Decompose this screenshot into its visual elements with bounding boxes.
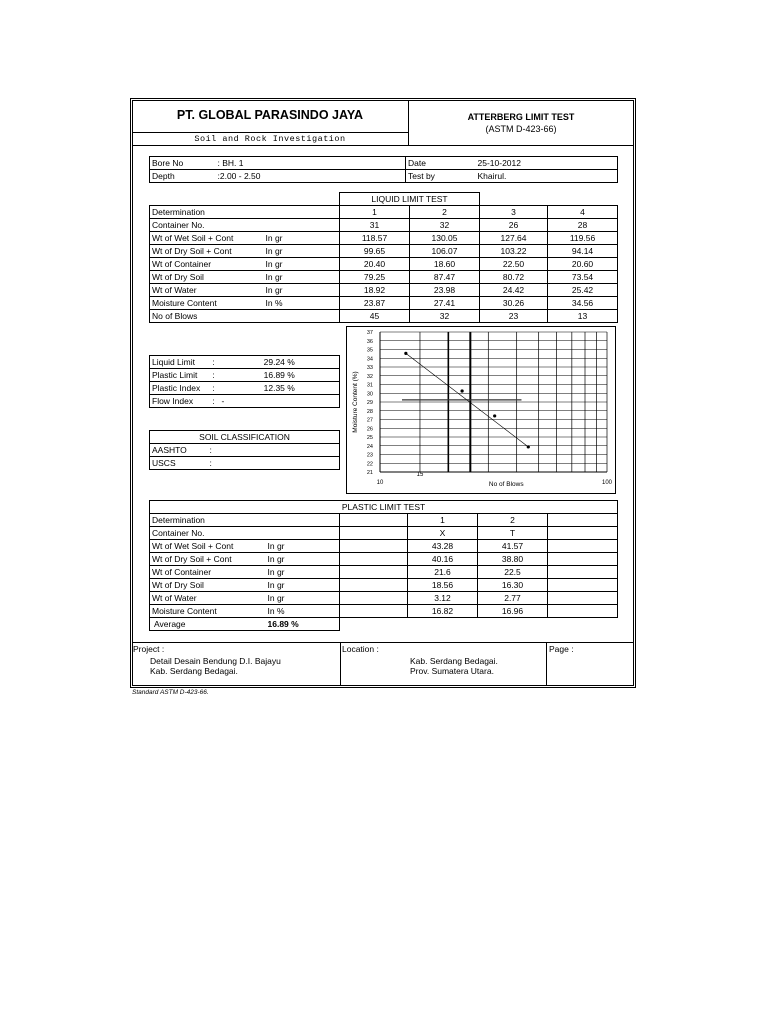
row-unit — [264, 219, 340, 232]
average-label: Average — [150, 618, 266, 631]
bore-no-value: : BH. 1 — [216, 157, 406, 170]
cell-value: 32 — [410, 219, 480, 232]
index-row — [150, 369, 340, 382]
cell-empty — [548, 540, 618, 553]
row-label: Wt of Water — [150, 592, 266, 605]
cell-empty — [340, 592, 408, 605]
cell-value: 28 — [548, 219, 618, 232]
row-unit: In gr — [266, 579, 340, 592]
cell-value: 1 — [408, 514, 478, 527]
x-tick-label: 15 — [416, 472, 424, 478]
cell-value: 16.96 — [478, 605, 548, 618]
row-unit — [264, 310, 340, 323]
data-point — [527, 445, 530, 448]
cell-value: 2 — [478, 514, 548, 527]
plastic-limit-row — [150, 514, 618, 527]
index-value: 12.35 % — [220, 382, 340, 395]
cell-value: 27.41 — [410, 297, 480, 310]
row-unit: In gr — [264, 271, 340, 284]
x-tick-label: 10 — [376, 480, 384, 486]
cell-value: 24.42 — [480, 284, 548, 297]
x-axis-label: No of Blows — [488, 481, 524, 488]
plastic-limit-row — [150, 566, 618, 579]
cell-value: 119.56 — [548, 232, 618, 245]
cell-value: 3 — [480, 206, 548, 219]
date-label: Date — [406, 157, 476, 170]
cell-empty — [340, 540, 408, 553]
cell-empty — [340, 527, 408, 540]
cell-value: 79.25 — [340, 271, 410, 284]
y-tick-label: 36 — [366, 338, 373, 345]
row-unit — [266, 514, 340, 527]
plastic-limit-row — [150, 540, 618, 553]
cell-value: 18.92 — [340, 284, 410, 297]
cell-value: 18.60 — [410, 258, 480, 271]
cell-value: 26 — [480, 219, 548, 232]
header-sub-rule — [132, 132, 408, 133]
page-label: Page : — [549, 644, 574, 654]
row-unit: In gr — [266, 592, 340, 605]
cell-value: 103.22 — [480, 245, 548, 258]
liquid-limit-row — [150, 232, 618, 245]
project-label: Project : — [133, 644, 165, 654]
index-value: 29.24 % — [220, 356, 340, 369]
cell-value: 22.5 — [478, 566, 548, 579]
index-table — [149, 355, 340, 408]
cell-value: X — [408, 527, 478, 540]
header-bottom-rule — [132, 145, 634, 146]
row-unit: In gr — [264, 232, 340, 245]
row-label: Moisture Content — [150, 297, 264, 310]
cell-value: 32 — [410, 310, 480, 323]
footer-divider-2 — [546, 642, 547, 686]
classification-value: : — [208, 444, 340, 457]
index-label: Flow Index — [150, 395, 208, 408]
y-tick-label: 29 — [366, 400, 373, 406]
row-unit: In gr — [264, 245, 340, 258]
classification-label: USCS — [150, 457, 208, 470]
cell-value: 23.98 — [410, 284, 480, 297]
test-title: ATTERBERG LIMIT TEST — [467, 112, 575, 122]
row-label: Wt of Wet Soil + Cont — [150, 540, 266, 553]
company-subtitle: Soil and Rock Investigation — [194, 134, 346, 144]
y-tick-label: 27 — [366, 417, 373, 424]
liquid-limit-row — [150, 219, 618, 232]
project-line-1: Detail Desain Bendung D.I. Bajayu — [150, 656, 281, 666]
cell-value: 40.16 — [408, 553, 478, 566]
cell-empty — [548, 566, 618, 579]
index-separator: : — [208, 382, 220, 395]
index-label: Plastic Index — [150, 382, 208, 395]
index-label: Plastic Limit — [150, 369, 208, 382]
cell-empty — [340, 579, 408, 592]
y-tick-label: 25 — [366, 435, 373, 441]
cell-value: 20.60 — [548, 258, 618, 271]
row-label: Wt of Container — [150, 258, 264, 271]
footer-top-rule — [132, 642, 634, 643]
depth-label: Depth — [150, 170, 216, 183]
cell-value: 2 — [410, 206, 480, 219]
sample-info-table — [149, 156, 618, 183]
y-tick-label: 35 — [366, 347, 373, 354]
cell-value: 31 — [340, 219, 410, 232]
cell-blank — [478, 618, 548, 631]
row-label: Wt of Dry Soil + Cont — [150, 553, 266, 566]
row-label: Wt of Water — [150, 284, 264, 297]
cell-value: 23 — [480, 310, 548, 323]
plastic-limit-row — [150, 553, 618, 566]
cell-value: 18.56 — [408, 579, 478, 592]
cell-value: 30.26 — [480, 297, 548, 310]
row-unit: In gr — [266, 553, 340, 566]
y-tick-label: 26 — [366, 426, 373, 433]
row-label: Wt of Dry Soil + Cont — [150, 245, 264, 258]
data-point — [461, 389, 464, 392]
cell-value: 99.65 — [340, 245, 410, 258]
cell-value: 94.14 — [548, 245, 618, 258]
cell-value: 23.87 — [340, 297, 410, 310]
chart-border — [347, 327, 616, 494]
cell-value: 38.80 — [478, 553, 548, 566]
average-value: 16.89 % — [266, 618, 340, 631]
row-unit: In % — [266, 605, 340, 618]
cell-value: 41.57 — [478, 540, 548, 553]
cell-value: 25.42 — [548, 284, 618, 297]
liquid-limit-title: LIQUID LIMIT TEST — [340, 193, 480, 206]
cell-value: 3.12 — [408, 592, 478, 605]
cell-value: 4 — [548, 206, 618, 219]
cell-empty — [548, 579, 618, 592]
cell-blank — [408, 618, 478, 631]
data-point — [404, 352, 407, 355]
cell-value: 1 — [340, 206, 410, 219]
y-tick-label: 28 — [366, 408, 373, 415]
plastic-limit-row — [150, 605, 618, 618]
cell-value: 118.57 — [340, 232, 410, 245]
cell-value: 43.28 — [408, 540, 478, 553]
classification-row — [150, 444, 340, 457]
standard-note: Standard ASTM D-423-66. — [132, 689, 209, 696]
row-unit: In gr — [266, 540, 340, 553]
cell-empty — [548, 527, 618, 540]
index-row — [150, 395, 340, 408]
date-value: 25-10-2012 — [476, 157, 618, 170]
cell-value: 45 — [340, 310, 410, 323]
index-separator: : — [208, 395, 220, 408]
cell-empty — [340, 605, 408, 618]
index-label: Liquid Limit — [150, 356, 208, 369]
row-label: No of Blows — [150, 310, 264, 323]
classification-value: : — [208, 457, 340, 470]
liquid-limit-row — [150, 297, 618, 310]
cell-value: 106.07 — [410, 245, 480, 258]
index-separator: : — [208, 369, 220, 382]
cell-value: 127.64 — [480, 232, 548, 245]
location-label: Location : — [342, 644, 379, 654]
row-unit — [264, 206, 340, 219]
row-label: Wt of Container — [150, 566, 266, 579]
liquid-limit-row — [150, 245, 618, 258]
row-label: Determination — [150, 206, 264, 219]
cell-value: 21.6 — [408, 566, 478, 579]
cell-value: 130.05 — [410, 232, 480, 245]
cell-empty — [340, 514, 408, 527]
cell-blank — [548, 618, 618, 631]
cell-value: 16.30 — [478, 579, 548, 592]
plastic-limit-row — [150, 527, 618, 540]
index-row — [150, 382, 340, 395]
y-tick-label: 32 — [366, 373, 373, 380]
company-name: PT. GLOBAL PARASINDO JAYA — [176, 108, 364, 122]
index-value: - — [220, 395, 340, 408]
x-tick-label: 100 — [601, 480, 613, 486]
cell-value: 87.47 — [410, 271, 480, 284]
y-tick-label: 24 — [366, 443, 373, 450]
plastic-limit-title: PLASTIC LIMIT TEST — [150, 501, 618, 514]
cell-value: 73.54 — [548, 271, 618, 284]
average-row — [150, 618, 618, 631]
y-tick-label: 34 — [366, 356, 373, 363]
row-unit: In gr — [266, 566, 340, 579]
cell-empty — [340, 566, 408, 579]
cell-empty — [548, 592, 618, 605]
plastic-limit-row — [150, 592, 618, 605]
header-divider — [408, 100, 409, 145]
plastic-limit-row — [150, 579, 618, 592]
row-label: Moisture Content — [150, 605, 266, 618]
cell-value: 22.50 — [480, 258, 548, 271]
test-by-value: Khairul. — [476, 170, 618, 183]
cell-value: 20.40 — [340, 258, 410, 271]
liquid-limit-table — [149, 192, 618, 323]
cell-value: 16.82 — [408, 605, 478, 618]
test-standard: (ASTM D-423-66) — [485, 124, 557, 134]
cell-value: 13 — [548, 310, 618, 323]
plastic-limit-table — [149, 500, 618, 631]
row-unit: In gr — [264, 258, 340, 271]
bore-no-label: Bore No — [150, 157, 216, 170]
cell-empty — [548, 514, 618, 527]
liquid-limit-row — [150, 284, 618, 297]
location-line-2: Prov. Sumatera Utara. — [410, 666, 494, 676]
flow-curve-chart — [346, 326, 616, 494]
y-tick-label: 30 — [366, 391, 373, 398]
cell-empty — [340, 553, 408, 566]
row-unit: In % — [264, 297, 340, 310]
cell-empty — [548, 553, 618, 566]
location-line-1: Kab. Serdang Bedagai. — [410, 656, 498, 666]
row-label: Container No. — [150, 219, 264, 232]
cell-blank — [340, 618, 408, 631]
row-label: Determination — [150, 514, 266, 527]
index-value: 16.89 % — [220, 369, 340, 382]
liquid-limit-row — [150, 310, 618, 323]
row-label: Container No. — [150, 527, 266, 540]
test-by-label: Test by — [406, 170, 476, 183]
project-line-2: Kab. Serdang Bedagai. — [150, 666, 238, 676]
y-tick-label: 21 — [366, 470, 373, 476]
row-unit: In gr — [264, 284, 340, 297]
y-tick-label: 31 — [366, 382, 373, 389]
row-label: Wt of Dry Soil — [150, 579, 266, 592]
cell-value: 80.72 — [480, 271, 548, 284]
classification-row — [150, 457, 340, 470]
y-tick-label: 37 — [366, 330, 373, 336]
y-tick-label: 33 — [366, 365, 373, 371]
cell-value: 34.56 — [548, 297, 618, 310]
liquid-limit-row — [150, 206, 618, 219]
liquid-limit-row — [150, 258, 618, 271]
data-point — [493, 414, 496, 417]
index-row — [150, 356, 340, 369]
y-tick-label: 22 — [366, 461, 373, 468]
y-tick-label: 23 — [366, 452, 373, 459]
cell-value: 2.77 — [478, 592, 548, 605]
soil-classification-title: SOIL CLASSIFICATION — [150, 431, 340, 444]
classification-label: AASHTO — [150, 444, 208, 457]
cell-value: T — [478, 527, 548, 540]
cell-empty — [548, 605, 618, 618]
y-axis-label: Moisture Content (%) — [352, 371, 359, 433]
row-label: Wt of Wet Soil + Cont — [150, 232, 264, 245]
index-separator: : — [208, 356, 220, 369]
row-unit — [266, 527, 340, 540]
depth-value: :2.00 - 2.50 — [216, 170, 406, 183]
row-label: Wt of Dry Soil — [150, 271, 264, 284]
soil-classification-table — [149, 430, 340, 470]
footer-divider-1 — [340, 642, 341, 686]
liquid-limit-row — [150, 271, 618, 284]
